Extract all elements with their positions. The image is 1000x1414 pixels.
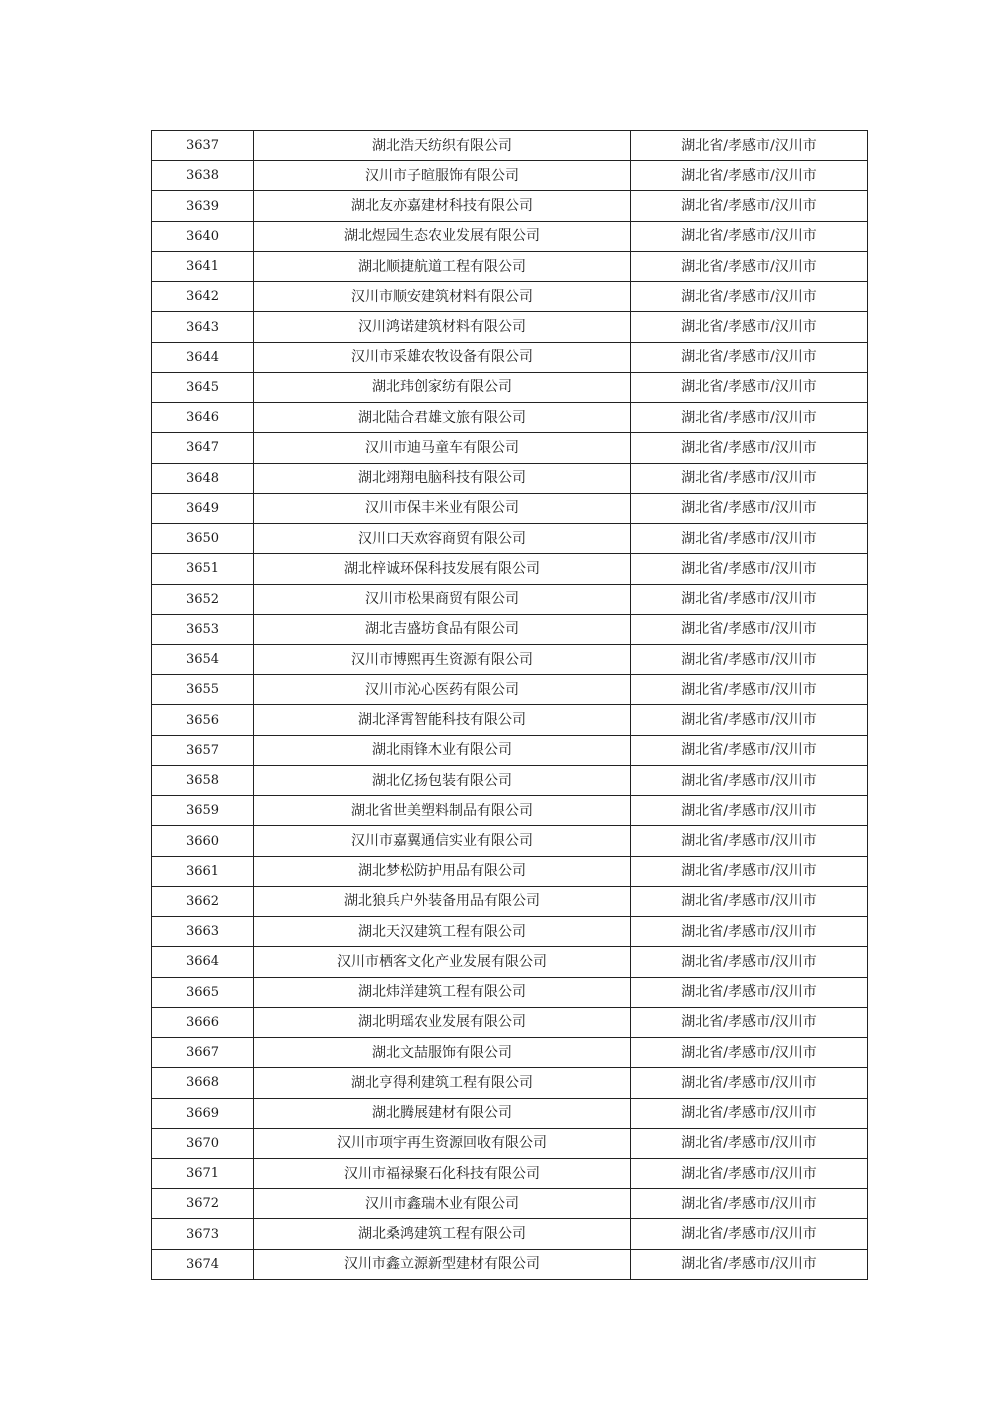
company-name-cell: 汉川市栖客文化产业发展有限公司	[254, 947, 631, 977]
company-name-cell: 湖北明瑶农业发展有限公司	[254, 1007, 631, 1037]
row-number-cell: 3673	[152, 1219, 254, 1249]
company-name-cell: 湖北陆合君雄文旅有限公司	[254, 403, 631, 433]
region-cell: 湖北省/孝感市/汉川市	[631, 433, 868, 463]
row-number-cell: 3655	[152, 675, 254, 705]
company-name-cell: 汉川口天欢容商贸有限公司	[254, 524, 631, 554]
row-number-cell: 3653	[152, 614, 254, 644]
region-cell: 湖北省/孝感市/汉川市	[631, 403, 868, 433]
row-number-cell: 3652	[152, 584, 254, 614]
company-name-cell: 湖北天汉建筑工程有限公司	[254, 917, 631, 947]
table-row	[152, 735, 868, 765]
row-number-cell: 3651	[152, 554, 254, 584]
company-name-cell: 湖北玮创家纺有限公司	[254, 372, 631, 402]
region-cell: 湖北省/孝感市/汉川市	[631, 131, 868, 161]
row-number-cell: 3641	[152, 251, 254, 281]
region-cell: 湖北省/孝感市/汉川市	[631, 977, 868, 1007]
region-cell: 湖北省/孝感市/汉川市	[631, 765, 868, 795]
company-name-cell: 汉川市福禄聚石化科技有限公司	[254, 1158, 631, 1188]
region-cell: 湖北省/孝感市/汉川市	[631, 1068, 868, 1098]
row-number-cell: 3659	[152, 796, 254, 826]
region-cell: 湖北省/孝感市/汉川市	[631, 1098, 868, 1128]
company-name-cell: 汉川市项宇再生资源回收有限公司	[254, 1128, 631, 1158]
row-number-cell: 3664	[152, 947, 254, 977]
table-row	[152, 856, 868, 886]
table-row	[152, 705, 868, 735]
region-cell: 湖北省/孝感市/汉川市	[631, 282, 868, 312]
company-name-cell: 汉川市顺安建筑材料有限公司	[254, 282, 631, 312]
table-row	[152, 584, 868, 614]
table-row	[152, 765, 868, 795]
table-row	[152, 493, 868, 523]
row-number-cell: 3642	[152, 282, 254, 312]
row-number-cell: 3644	[152, 342, 254, 372]
region-cell: 湖北省/孝感市/汉川市	[631, 826, 868, 856]
table-row	[152, 826, 868, 856]
table-row	[152, 131, 868, 161]
company-name-cell: 湖北浩天纺织有限公司	[254, 131, 631, 161]
row-number-cell: 3670	[152, 1128, 254, 1158]
company-name-cell: 湖北雨锋木业有限公司	[254, 735, 631, 765]
row-number-cell: 3665	[152, 977, 254, 1007]
table-row	[152, 1219, 868, 1249]
row-number-cell: 3661	[152, 856, 254, 886]
region-cell: 湖北省/孝感市/汉川市	[631, 1158, 868, 1188]
row-number-cell: 3672	[152, 1189, 254, 1219]
row-number-cell: 3637	[152, 131, 254, 161]
region-cell: 湖北省/孝感市/汉川市	[631, 735, 868, 765]
company-name-cell: 湖北煜园生态农业发展有限公司	[254, 221, 631, 251]
row-number-cell: 3638	[152, 161, 254, 191]
table-row	[152, 977, 868, 1007]
company-name-cell: 湖北省世美塑料制品有限公司	[254, 796, 631, 826]
region-cell: 湖北省/孝感市/汉川市	[631, 947, 868, 977]
region-cell: 湖北省/孝感市/汉川市	[631, 493, 868, 523]
table-row	[152, 1158, 868, 1188]
region-cell: 湖北省/孝感市/汉川市	[631, 675, 868, 705]
row-number-cell: 3671	[152, 1158, 254, 1188]
region-cell: 湖北省/孝感市/汉川市	[631, 221, 868, 251]
row-number-cell: 3662	[152, 886, 254, 916]
company-name-cell: 汉川市嘉翼通信实业有限公司	[254, 826, 631, 856]
region-cell: 湖北省/孝感市/汉川市	[631, 644, 868, 674]
company-name-cell: 湖北亿扬包装有限公司	[254, 765, 631, 795]
region-cell: 湖北省/孝感市/汉川市	[631, 856, 868, 886]
company-name-cell: 湖北桑鸿建筑工程有限公司	[254, 1219, 631, 1249]
table-body	[152, 131, 868, 1280]
company-name-cell: 汉川市采雄农牧设备有限公司	[254, 342, 631, 372]
row-number-cell: 3645	[152, 372, 254, 402]
table-row	[152, 886, 868, 916]
company-name-cell: 湖北友亦嘉建材科技有限公司	[254, 191, 631, 221]
region-cell: 湖北省/孝感市/汉川市	[631, 1007, 868, 1037]
table-row	[152, 1128, 868, 1158]
region-cell: 湖北省/孝感市/汉川市	[631, 1249, 868, 1279]
region-cell: 湖北省/孝感市/汉川市	[631, 1128, 868, 1158]
row-number-cell: 3643	[152, 312, 254, 342]
region-cell: 湖北省/孝感市/汉川市	[631, 1219, 868, 1249]
region-cell: 湖北省/孝感市/汉川市	[631, 886, 868, 916]
region-cell: 湖北省/孝感市/汉川市	[631, 524, 868, 554]
region-cell: 湖北省/孝感市/汉川市	[631, 796, 868, 826]
region-cell: 湖北省/孝感市/汉川市	[631, 1189, 868, 1219]
row-number-cell: 3649	[152, 493, 254, 523]
table-row	[152, 221, 868, 251]
company-name-cell: 汉川市博熙再生资源有限公司	[254, 644, 631, 674]
company-name-cell: 湖北梓诚环保科技发展有限公司	[254, 554, 631, 584]
row-number-cell: 3646	[152, 403, 254, 433]
region-cell: 湖北省/孝感市/汉川市	[631, 191, 868, 221]
company-name-cell: 汉川市沁心医药有限公司	[254, 675, 631, 705]
company-name-cell: 汉川市保丰米业有限公司	[254, 493, 631, 523]
table-row	[152, 282, 868, 312]
row-number-cell: 3656	[152, 705, 254, 735]
table-row	[152, 947, 868, 977]
region-cell: 湖北省/孝感市/汉川市	[631, 342, 868, 372]
company-name-cell: 湖北吉盛坊食品有限公司	[254, 614, 631, 644]
region-cell: 湖北省/孝感市/汉川市	[631, 372, 868, 402]
row-number-cell: 3663	[152, 917, 254, 947]
row-number-cell: 3669	[152, 1098, 254, 1128]
region-cell: 湖北省/孝感市/汉川市	[631, 705, 868, 735]
region-cell: 湖北省/孝感市/汉川市	[631, 614, 868, 644]
region-cell: 湖北省/孝感市/汉川市	[631, 161, 868, 191]
company-list-table	[151, 130, 868, 1280]
company-name-cell: 汉川鸿诺建筑材料有限公司	[254, 312, 631, 342]
region-cell: 湖北省/孝感市/汉川市	[631, 554, 868, 584]
row-number-cell: 3660	[152, 826, 254, 856]
table-row	[152, 191, 868, 221]
row-number-cell: 3658	[152, 765, 254, 795]
table-row	[152, 614, 868, 644]
table-row	[152, 917, 868, 947]
table-row	[152, 1249, 868, 1279]
table-row	[152, 796, 868, 826]
company-name-cell: 汉川市迪马童车有限公司	[254, 433, 631, 463]
row-number-cell: 3639	[152, 191, 254, 221]
row-number-cell: 3674	[152, 1249, 254, 1279]
row-number-cell: 3648	[152, 463, 254, 493]
table-row	[152, 161, 868, 191]
table-row	[152, 675, 868, 705]
table-row	[152, 1068, 868, 1098]
region-cell: 湖北省/孝感市/汉川市	[631, 584, 868, 614]
company-name-cell: 湖北顺捷航道工程有限公司	[254, 251, 631, 281]
table-row	[152, 554, 868, 584]
company-name-cell: 湖北炜洋建筑工程有限公司	[254, 977, 631, 1007]
table-row	[152, 1007, 868, 1037]
company-name-cell: 湖北梦松防护用品有限公司	[254, 856, 631, 886]
table-row	[152, 372, 868, 402]
region-cell: 湖北省/孝感市/汉川市	[631, 917, 868, 947]
table-row	[152, 251, 868, 281]
row-number-cell: 3647	[152, 433, 254, 463]
company-name-cell: 汉川市子暄服饰有限公司	[254, 161, 631, 191]
company-name-cell: 湖北文喆服饰有限公司	[254, 1038, 631, 1068]
company-name-cell: 湖北亨得利建筑工程有限公司	[254, 1068, 631, 1098]
row-number-cell: 3667	[152, 1038, 254, 1068]
company-name-cell: 汉川市松果商贸有限公司	[254, 584, 631, 614]
table-row	[152, 463, 868, 493]
row-number-cell: 3640	[152, 221, 254, 251]
table-row	[152, 1098, 868, 1128]
company-name-cell: 湖北翊翔电脑科技有限公司	[254, 463, 631, 493]
region-cell: 湖北省/孝感市/汉川市	[631, 463, 868, 493]
table-row	[152, 1189, 868, 1219]
table-row	[152, 342, 868, 372]
region-cell: 湖北省/孝感市/汉川市	[631, 312, 868, 342]
table-row	[152, 1038, 868, 1068]
region-cell: 湖北省/孝感市/汉川市	[631, 1038, 868, 1068]
table-row	[152, 403, 868, 433]
row-number-cell: 3657	[152, 735, 254, 765]
row-number-cell: 3666	[152, 1007, 254, 1037]
company-name-cell: 湖北泽霄智能科技有限公司	[254, 705, 631, 735]
row-number-cell: 3654	[152, 644, 254, 674]
company-name-cell: 湖北狼兵户外装备用品有限公司	[254, 886, 631, 916]
company-name-cell: 汉川市鑫立源新型建材有限公司	[254, 1249, 631, 1279]
table-row	[152, 312, 868, 342]
table-row	[152, 433, 868, 463]
table-row	[152, 524, 868, 554]
row-number-cell: 3650	[152, 524, 254, 554]
row-number-cell: 3668	[152, 1068, 254, 1098]
region-cell: 湖北省/孝感市/汉川市	[631, 251, 868, 281]
company-name-cell: 汉川市鑫瑞木业有限公司	[254, 1189, 631, 1219]
table-row	[152, 644, 868, 674]
company-name-cell: 湖北腾展建材有限公司	[254, 1098, 631, 1128]
